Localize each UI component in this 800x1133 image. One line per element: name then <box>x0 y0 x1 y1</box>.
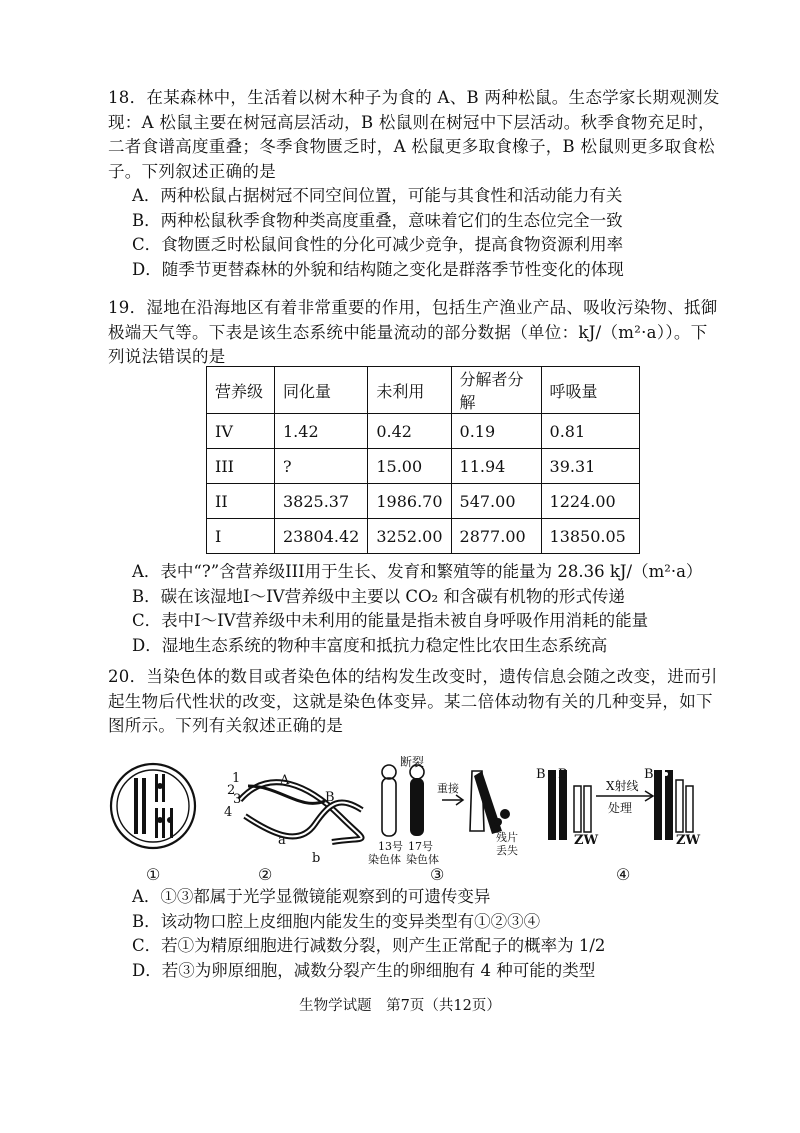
q19-option-b: B．碳在该湿地I～IV营养级中主要以 CO₂ 和含碳有机物的形式传递 <box>132 586 625 606</box>
q20-option-a: A．①③都属于光学显微镜能观察到的可遗传变异 <box>132 887 491 906</box>
table-cell: 1.42 <box>275 414 368 449</box>
chromosome-variation-figure <box>100 756 720 884</box>
p4-B-label-left: B <box>536 767 546 782</box>
table-row <box>207 484 640 519</box>
panel-1-cell-diagram <box>111 764 195 848</box>
question-19-options <box>132 560 732 658</box>
p4-ZW-label-left: ZW <box>574 833 599 848</box>
p4-xray-label: X射线 <box>606 779 639 793</box>
question-18-options <box>132 184 732 282</box>
p3-fragment-label: 残片 <box>496 831 518 844</box>
table-header-cell: 未利用 <box>368 367 451 414</box>
table-header-row <box>207 367 640 414</box>
table-header-cell: 分解者分解 <box>451 367 541 414</box>
table-cell: III <box>207 449 275 484</box>
q19-option-c: C．表中I～IV营养级中未利用的能量是指未被自身呼吸作用消耗的能量 <box>132 611 649 630</box>
table-cell: 0.81 <box>541 414 639 449</box>
table-cell: II <box>207 484 275 519</box>
q18-option-d: D．随季节更替森林的外貌和结构随之变化是群落季节性变化的体现 <box>132 259 624 279</box>
table-row <box>207 414 640 449</box>
q18-option-a: A．两种松鼠占据树冠不同空间位置，可能与其食性和活动能力有关 <box>132 186 623 205</box>
q19-option-d: D．湿地生态系统的物种丰富度和抵抗力稳定性比农田生态系统高 <box>132 635 608 655</box>
p3-chr13-label: 13号 <box>378 840 403 853</box>
p4-ZW-label-right: ZW <box>676 833 701 848</box>
question-18 <box>108 86 720 184</box>
p4-B-label-right: B <box>644 767 654 782</box>
p3-break-label: 断裂 <box>400 756 425 769</box>
energy-flow-table <box>206 366 640 554</box>
p2-label-2: 2 <box>227 783 236 798</box>
p2-label-3: 3 <box>233 792 242 807</box>
p2-label-1: 1 <box>232 771 241 786</box>
question-20-stem: 20．当染色体的数目或者染色体的结构发生改变时，遗传信息会随之改变，进而引起生物后代性状的改变，这就是染色体变异。某二倍体动物有关的几种变异，如下图所示。下列有关叙述正确的是 <box>108 667 718 735</box>
q20-option-b: B．该动物口腔上皮细胞内能发生的变异类型有①②③④ <box>132 911 541 931</box>
q18-option-b: B．两种松鼠秋季食物种类高度重叠，意味着它们的生态位完全一致 <box>132 210 623 230</box>
p3-chr13-word: 染色体 <box>368 853 401 866</box>
question-19 <box>108 296 720 370</box>
p3-chr17-word: 染色体 <box>406 853 439 866</box>
p4-process-label: 处理 <box>608 801 633 815</box>
table-cell: 13850.05 <box>541 519 639 554</box>
table-cell: 1986.70 <box>368 484 451 519</box>
p2-label-B: B <box>325 790 335 805</box>
table-cell: 11.94 <box>451 449 541 484</box>
p3-chr17-label: 17号 <box>408 840 433 853</box>
table-header-cell: 营养级 <box>207 367 275 414</box>
table-header-cell: 呼吸量 <box>541 367 639 414</box>
panel-2-crossover-diagram <box>240 782 362 842</box>
panel-label-4: ④ <box>616 865 631 884</box>
p3-join-label: 重接 <box>437 782 459 795</box>
table-cell: 547.00 <box>451 484 541 519</box>
table-row <box>207 519 640 554</box>
table-row <box>207 449 640 484</box>
table-cell: 23804.42 <box>275 519 368 554</box>
table-cell: 0.42 <box>368 414 451 449</box>
q20-option-c: C．若①为精原细胞进行减数分裂，则产生正常配子的概率为 1/2 <box>132 936 606 955</box>
question-20 <box>108 665 720 739</box>
p2-label-A: A <box>280 773 290 788</box>
p2-label-a: a <box>278 833 286 848</box>
p2-label-b: b <box>312 851 321 866</box>
p3-lost-label: 丢失 <box>496 844 518 857</box>
table-cell: 3825.37 <box>275 484 368 519</box>
question-20-options <box>132 885 732 983</box>
question-19-stem: 19．湿地在沿海地区有着非常重要的作用，包括生产渔业产品、吸收污染物、抵御极端天气等。下表是该生态系统中能量流动的部分数据（单位：kJ/（m²·a））。下列说法错误的是 <box>108 298 718 366</box>
page-footer: 生物学试题 第7页（共12页） <box>299 998 501 1014</box>
table-cell: ? <box>275 449 368 484</box>
panel-3-translocation-diagram <box>382 765 510 836</box>
q19-option-a: A．表中“?”含营养级III用于生长、发育和繁殖等的能量为 28.36 kJ/（m²·a） <box>132 562 703 581</box>
table-cell: IV <box>207 414 275 449</box>
panel-label-3: ③ <box>430 865 445 884</box>
q20-option-d: D．若③为卵原细胞，减数分裂产生的卵细胞有 4 种可能的类型 <box>132 960 596 980</box>
p2-label-4: 4 <box>224 805 233 820</box>
table-header-cell: 同化量 <box>275 367 368 414</box>
p4-B-label-inner: B <box>558 767 568 782</box>
q18-option-c: C．食物匮乏时松鼠间食性的分化可减少竞争，提高食物资源利用率 <box>132 235 624 254</box>
panel-label-1: ① <box>146 865 161 884</box>
table-cell: 0.19 <box>451 414 541 449</box>
table-cell: 3252.00 <box>368 519 451 554</box>
table-cell: 15.00 <box>368 449 451 484</box>
panel-label-2: ② <box>258 865 273 884</box>
table-cell: I <box>207 519 275 554</box>
table-cell: 2877.00 <box>451 519 541 554</box>
table-cell: 1224.00 <box>541 484 639 519</box>
table-cell: 39.31 <box>541 449 639 484</box>
question-18-stem: 18．在某森林中，生活着以树木种子为食的 A、B 两种松鼠。生态学家长期观测发现：A 松鼠主要在树冠高层活动，B 松鼠则在树冠中下层活动。秋季食物充足时，二者食谱高度重叠；冬季食物匮乏时，A 松鼠更多取食橡子，B 松鼠则更多取食松子。下列叙述正确的是 <box>108 88 720 181</box>
